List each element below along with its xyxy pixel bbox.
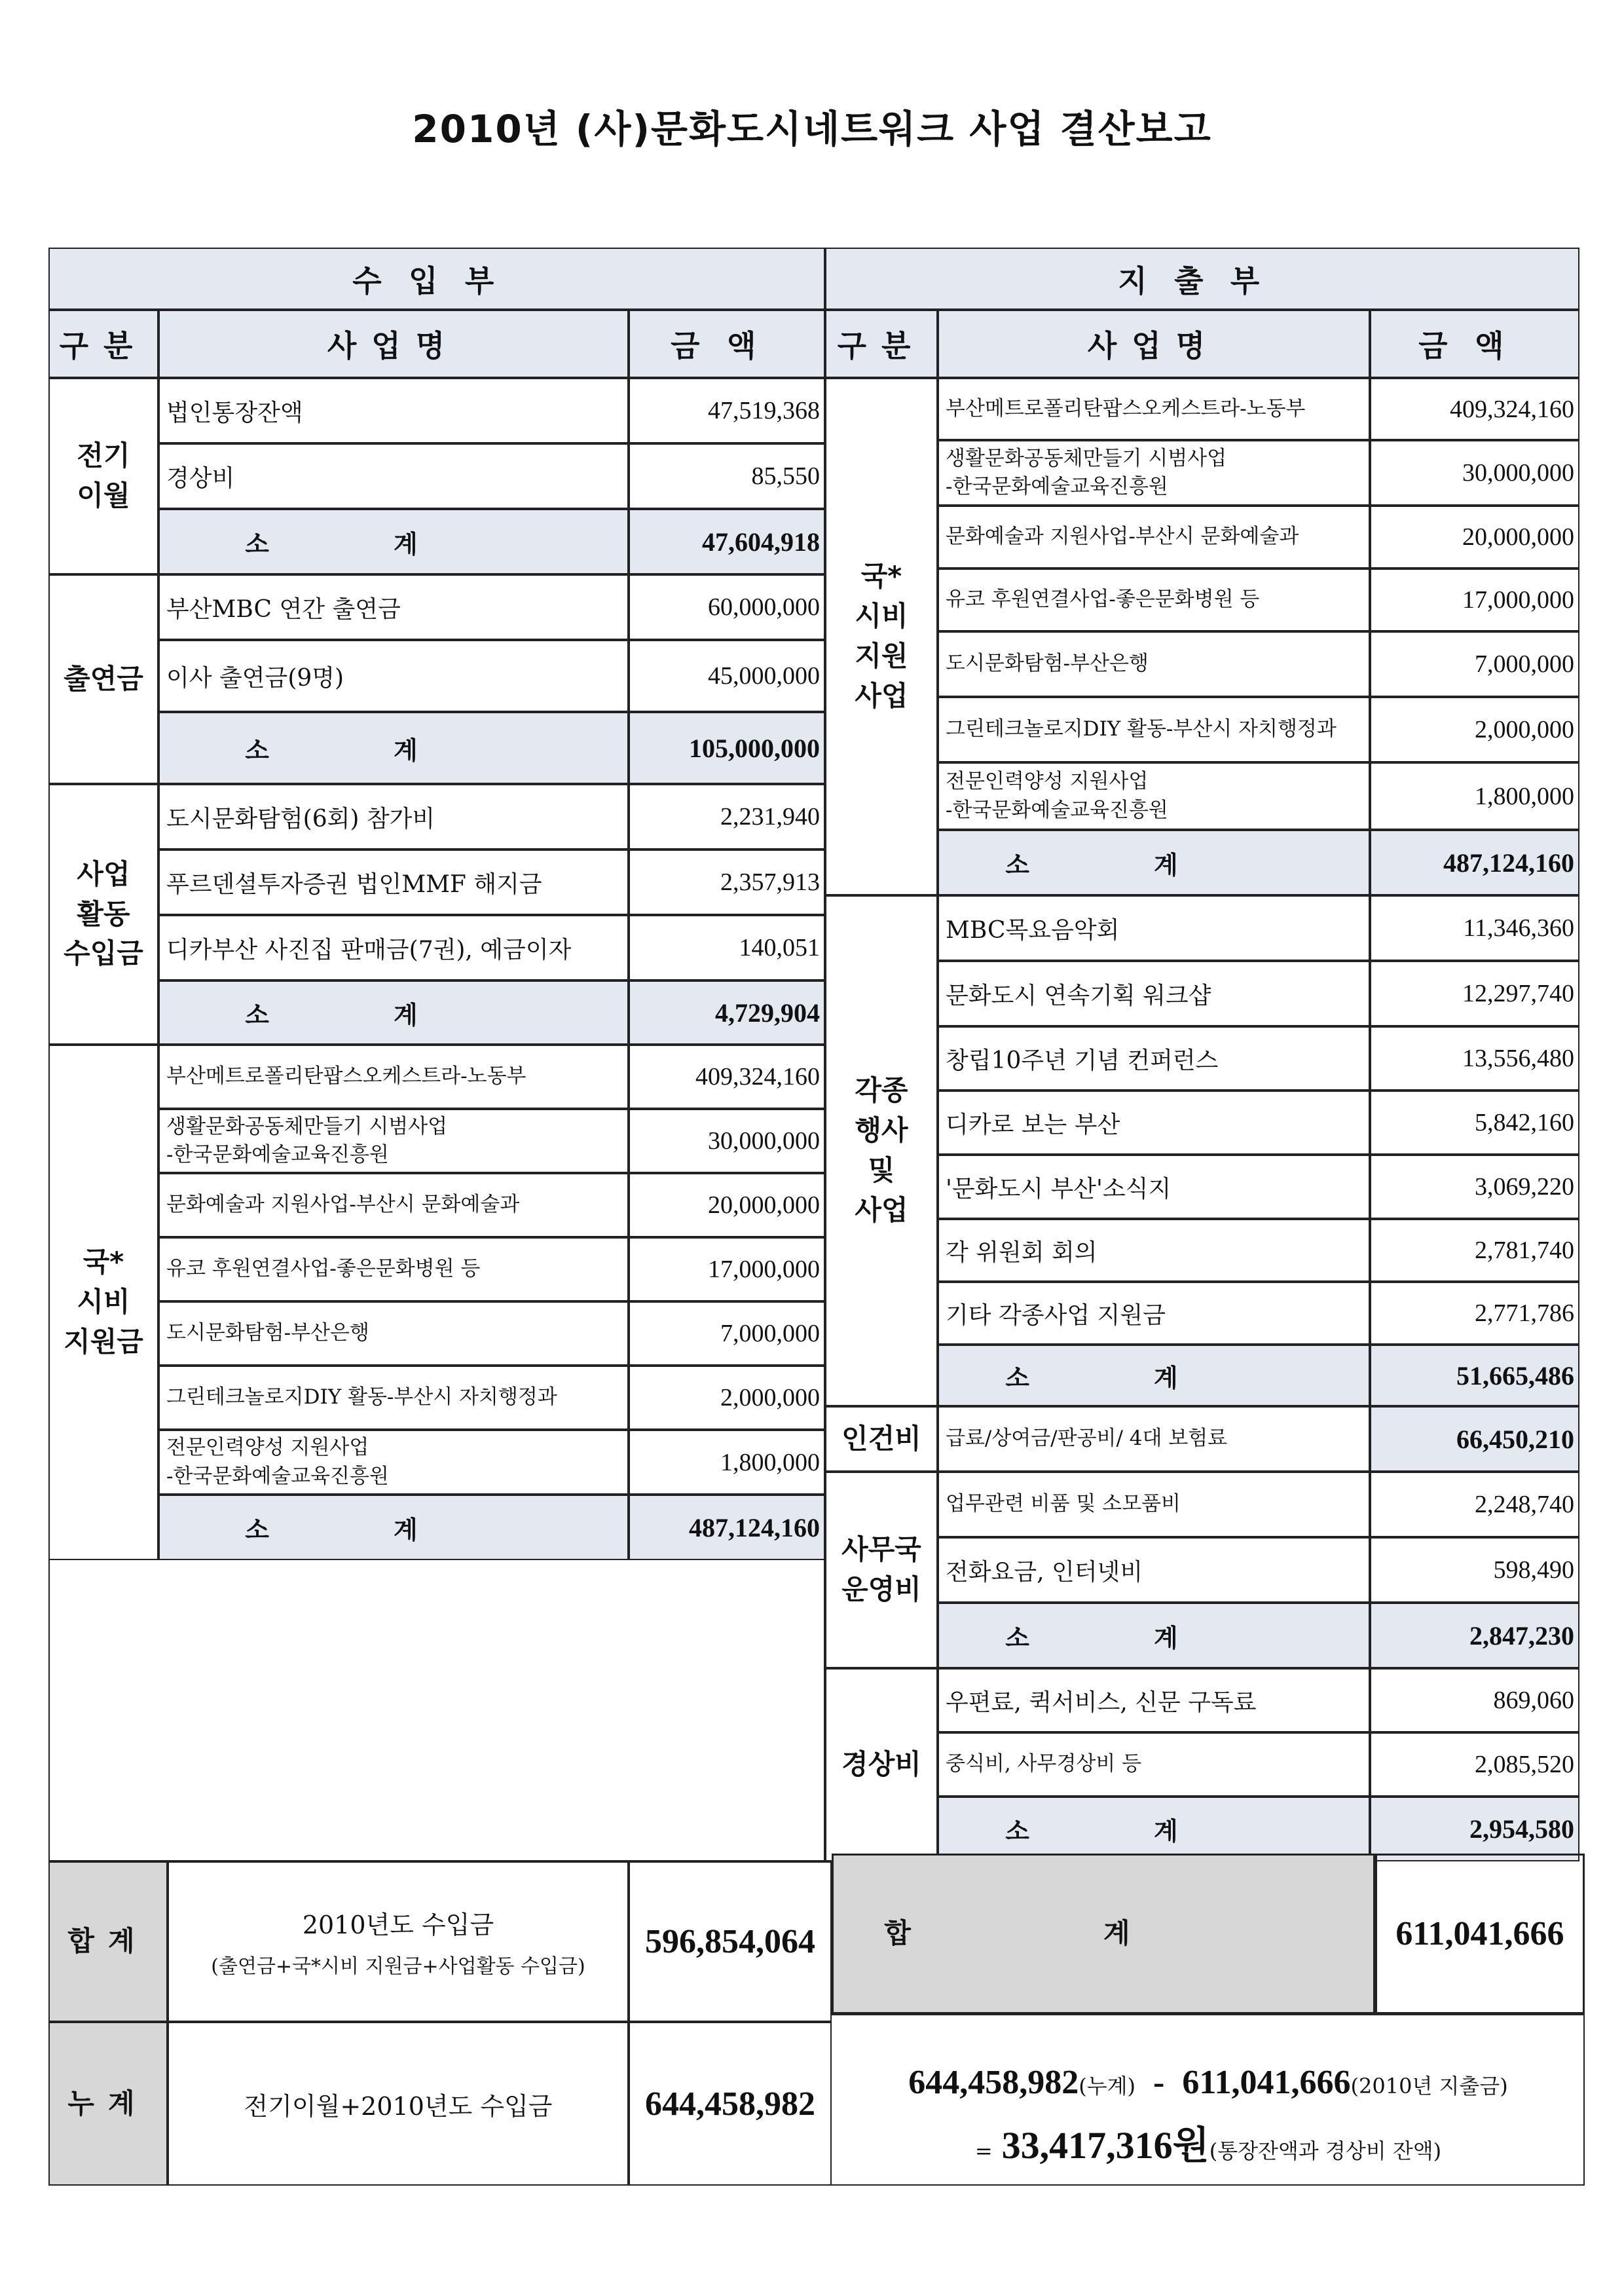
income-col-category-header: 구분 (48, 310, 158, 378)
balance-cumulative-note: (누계) (1079, 2074, 1136, 2099)
cumulative-label: 누계 (48, 2022, 168, 2186)
income-subtotal-label: 소계 (158, 1495, 629, 1560)
income-item-name: 도시문화탐험(6회) 참가비 (158, 784, 629, 849)
income-total-desc-line1: 2010년도 수입금 (302, 1911, 494, 1939)
balance-result-note: (통장잔액과 경상비 잔액) (1209, 2138, 1442, 2163)
expense-item-name: 각 위원회 회의 (938, 1219, 1370, 1282)
expense-item-name: 문화예술과 지원사업-부산시 문화예술과 (938, 506, 1370, 569)
income-item-amount: 7,000,000 (629, 1301, 825, 1366)
expense-item-amount: 2,771,786 (1370, 1282, 1579, 1345)
expense-category-overhead: 경상비 (825, 1668, 938, 1861)
expense-subtotal-label: 소계 (938, 1797, 1370, 1861)
income-item-name: 디카부산 사진집 판매금(7권), 예금이자 (158, 915, 629, 980)
expense-subtotal-label: 소계 (938, 1603, 1370, 1668)
expense-item-amount: 17,000,000 (1370, 569, 1579, 631)
expense-item-name: 창립10주년 기념 컨퍼런스 (938, 1026, 1370, 1091)
expense-item-name: 도시문화탐험-부산은행 (938, 631, 1370, 697)
expense-item-name: 중식비, 사무경상비 등 (938, 1732, 1370, 1797)
expense-item-amount: 12,297,740 (1370, 961, 1579, 1026)
expense-subtotal-amount: 51,665,486 (1370, 1345, 1579, 1406)
expense-total-label (832, 1854, 1375, 2014)
cumulative-amount: 644,458,982 (629, 2022, 832, 2186)
income-item-amount: 20,000,000 (629, 1173, 825, 1237)
income-subtotal-amount: 487,124,160 (629, 1495, 825, 1560)
expense-item-name: 업무관련 비품 및 소모품비 (938, 1472, 1370, 1537)
expense-category-grant-projects: 국* 시비 지원 사업 (825, 378, 938, 895)
expense-item-amount: 2,248,740 (1370, 1472, 1579, 1537)
income-col-item-header: 사업명 (158, 310, 629, 378)
expense-item-name: 부산메트로폴리탄팝스오케스트라-노동부 (938, 378, 1370, 440)
balance-cumulative-value: 644,458,982 (908, 2064, 1079, 2101)
balance-expense-value: 611,041,666 (1182, 2064, 1351, 2101)
income-section-header: 수입부 (48, 248, 825, 310)
income-item-amount: 30,000,000 (629, 1109, 825, 1173)
expense-item-name: 유코 후원연결사업-좋은문화병원 등 (938, 569, 1370, 631)
cumulative-description: 전기이월+2010년도 수입금 (168, 2022, 629, 2186)
expense-subtotal-label: 소계 (938, 1345, 1370, 1406)
income-item-amount: 47,519,368 (629, 378, 825, 443)
expense-item-name: 생활문화공동체만들기 시범사업 -한국문화예술교육진흥원 (938, 440, 1370, 506)
income-total-desc-line2: (출연금+국*시비 지원금+사업활동 수입금) (211, 1955, 585, 1978)
expense-subtotal-label: 소계 (938, 830, 1370, 895)
income-subtotal-label: 소계 (158, 712, 629, 784)
income-item-name: 부산MBC 연간 출연금 (158, 574, 629, 640)
expense-item-name: 그린테크놀로지DIY 활동-부산시 자치행정과 (938, 697, 1370, 762)
expense-item-amount: 13,556,480 (1370, 1026, 1579, 1091)
expense-item-amount: 409,324,160 (1370, 378, 1579, 440)
expense-total-label-text: 합계 (884, 1917, 1323, 1950)
expense-total-amount: 611,041,666 (1375, 1854, 1585, 2014)
income-subtotal-amount: 105,000,000 (629, 712, 825, 784)
income-category-carryover: 전기 이월 (48, 378, 158, 574)
expense-subtotal-amount: 2,954,580 (1370, 1797, 1579, 1861)
expense-item-amount: 2,000,000 (1370, 697, 1579, 762)
expense-subtotal-amount: 487,124,160 (1370, 830, 1579, 895)
income-total-amount: 596,854,064 (629, 1861, 832, 2022)
income-item-amount: 85,550 (629, 443, 825, 509)
income-item-name: 이사 출연금(9명) (158, 640, 629, 712)
income-item-name: 법인통장잔액 (158, 378, 629, 443)
expense-item-name: MBC목요음악회 (938, 895, 1370, 961)
expense-item-name: 기타 각종사업 지원금 (938, 1282, 1370, 1345)
expense-item-amount: 20,000,000 (1370, 506, 1579, 569)
income-subtotal-amount: 4,729,904 (629, 980, 825, 1045)
expense-item-name: 급료/상여금/판공비/ 4대 보험료 (938, 1406, 1370, 1472)
income-item-name: 생활문화공동체만들기 시범사업 -한국문화예술교육진흥원 (158, 1109, 629, 1173)
income-item-name: 그린테크놀로지DIY 활동-부산시 자치행정과 (158, 1366, 629, 1430)
income-category-grants: 국* 시비 지원금 (48, 1045, 158, 1560)
income-item-amount: 60,000,000 (629, 574, 825, 640)
income-item-amount: 2,231,940 (629, 784, 825, 849)
income-item-name: 부산메트로폴리탄팝스오케스트라-노동부 (158, 1045, 629, 1109)
expense-item-name: 문화도시 연속기획 워크샵 (938, 961, 1370, 1026)
expense-item-amount: 7,000,000 (1370, 631, 1579, 697)
income-col-amount-header: 금액 (629, 310, 825, 378)
income-item-name: 전문인력양성 지원사업 -한국문화예술교육진흥원 (158, 1430, 629, 1495)
income-category-business: 사업 활동 수입금 (48, 784, 158, 1045)
expense-item-amount: 869,060 (1370, 1668, 1579, 1732)
income-item-name: 경상비 (158, 443, 629, 509)
income-subtotal-label: 소계 (158, 509, 629, 574)
expense-item-amount: 2,781,740 (1370, 1219, 1579, 1282)
expense-item-name: '문화도시 부산'소식지 (938, 1155, 1370, 1219)
expense-subtotal-amount: 2,847,230 (1370, 1603, 1579, 1668)
balance-equals-sign: = (974, 2138, 993, 2163)
expense-item-name: 우편료, 퀵서비스, 신문 구독료 (938, 1668, 1370, 1732)
expense-col-item-header: 사업명 (938, 310, 1370, 378)
expense-category-events: 각종 행사 및 사업 (825, 895, 938, 1406)
balance-formula-line1 (832, 2063, 1585, 2102)
income-subtotal-amount: 47,604,918 (629, 509, 825, 574)
income-item-amount: 140,051 (629, 915, 825, 980)
expense-item-name: 전화요금, 인터넷비 (938, 1537, 1370, 1603)
income-item-amount: 2,000,000 (629, 1366, 825, 1430)
page-title: 2010년 (사)문화도시네트워크 사업 결산보고 (412, 107, 1212, 151)
expense-col-amount-header: 금액 (1370, 310, 1579, 378)
income-item-name: 푸르덴셜투자증권 법인MMF 해지금 (158, 849, 629, 915)
expense-item-amount: 11,346,360 (1370, 895, 1579, 961)
balance-minus-sign: - (1153, 2064, 1165, 2101)
income-item-amount: 409,324,160 (629, 1045, 825, 1109)
balance-result-value: 33,417,316원 (1001, 2124, 1209, 2167)
expense-section-header: 지출부 (825, 248, 1579, 310)
expense-item-amount: 30,000,000 (1370, 440, 1579, 506)
expense-category-office: 사무국 운영비 (825, 1472, 938, 1668)
income-item-amount: 17,000,000 (629, 1237, 825, 1301)
income-item-amount: 45,000,000 (629, 640, 825, 712)
income-item-name: 도시문화탐험-부산은행 (158, 1301, 629, 1366)
income-subtotal-label: 소계 (158, 980, 629, 1045)
expense-item-amount: 3,069,220 (1370, 1155, 1579, 1219)
income-empty-area (48, 1560, 825, 1861)
income-total-description (168, 1861, 629, 2022)
expense-item-amount: 598,490 (1370, 1537, 1579, 1603)
expense-category-personnel: 인건비 (825, 1406, 938, 1472)
income-item-name: 유코 후원연결사업-좋은문화병원 등 (158, 1237, 629, 1301)
expense-item-amount: 2,085,520 (1370, 1732, 1579, 1797)
income-item-name: 문화예술과 지원사업-부산시 문화예술과 (158, 1173, 629, 1237)
expense-item-amount: 5,842,160 (1370, 1091, 1579, 1155)
expense-item-amount: 66,450,210 (1370, 1406, 1579, 1472)
expense-item-name: 전문인력양성 지원사업 -한국문화예술교육진흥원 (938, 762, 1370, 830)
income-total-label: 합계 (48, 1861, 168, 2022)
income-category-contribution: 출연금 (48, 574, 158, 784)
expense-item-amount: 1,800,000 (1370, 762, 1579, 830)
income-item-amount: 1,800,000 (629, 1430, 825, 1495)
balance-formula-line2 (832, 2114, 1585, 2169)
expense-col-category-header: 구분 (825, 310, 938, 378)
balance-expense-note: (2010년 지출금) (1350, 2074, 1508, 2099)
expense-item-name: 디카로 보는 부산 (938, 1091, 1370, 1155)
income-item-amount: 2,357,913 (629, 849, 825, 915)
